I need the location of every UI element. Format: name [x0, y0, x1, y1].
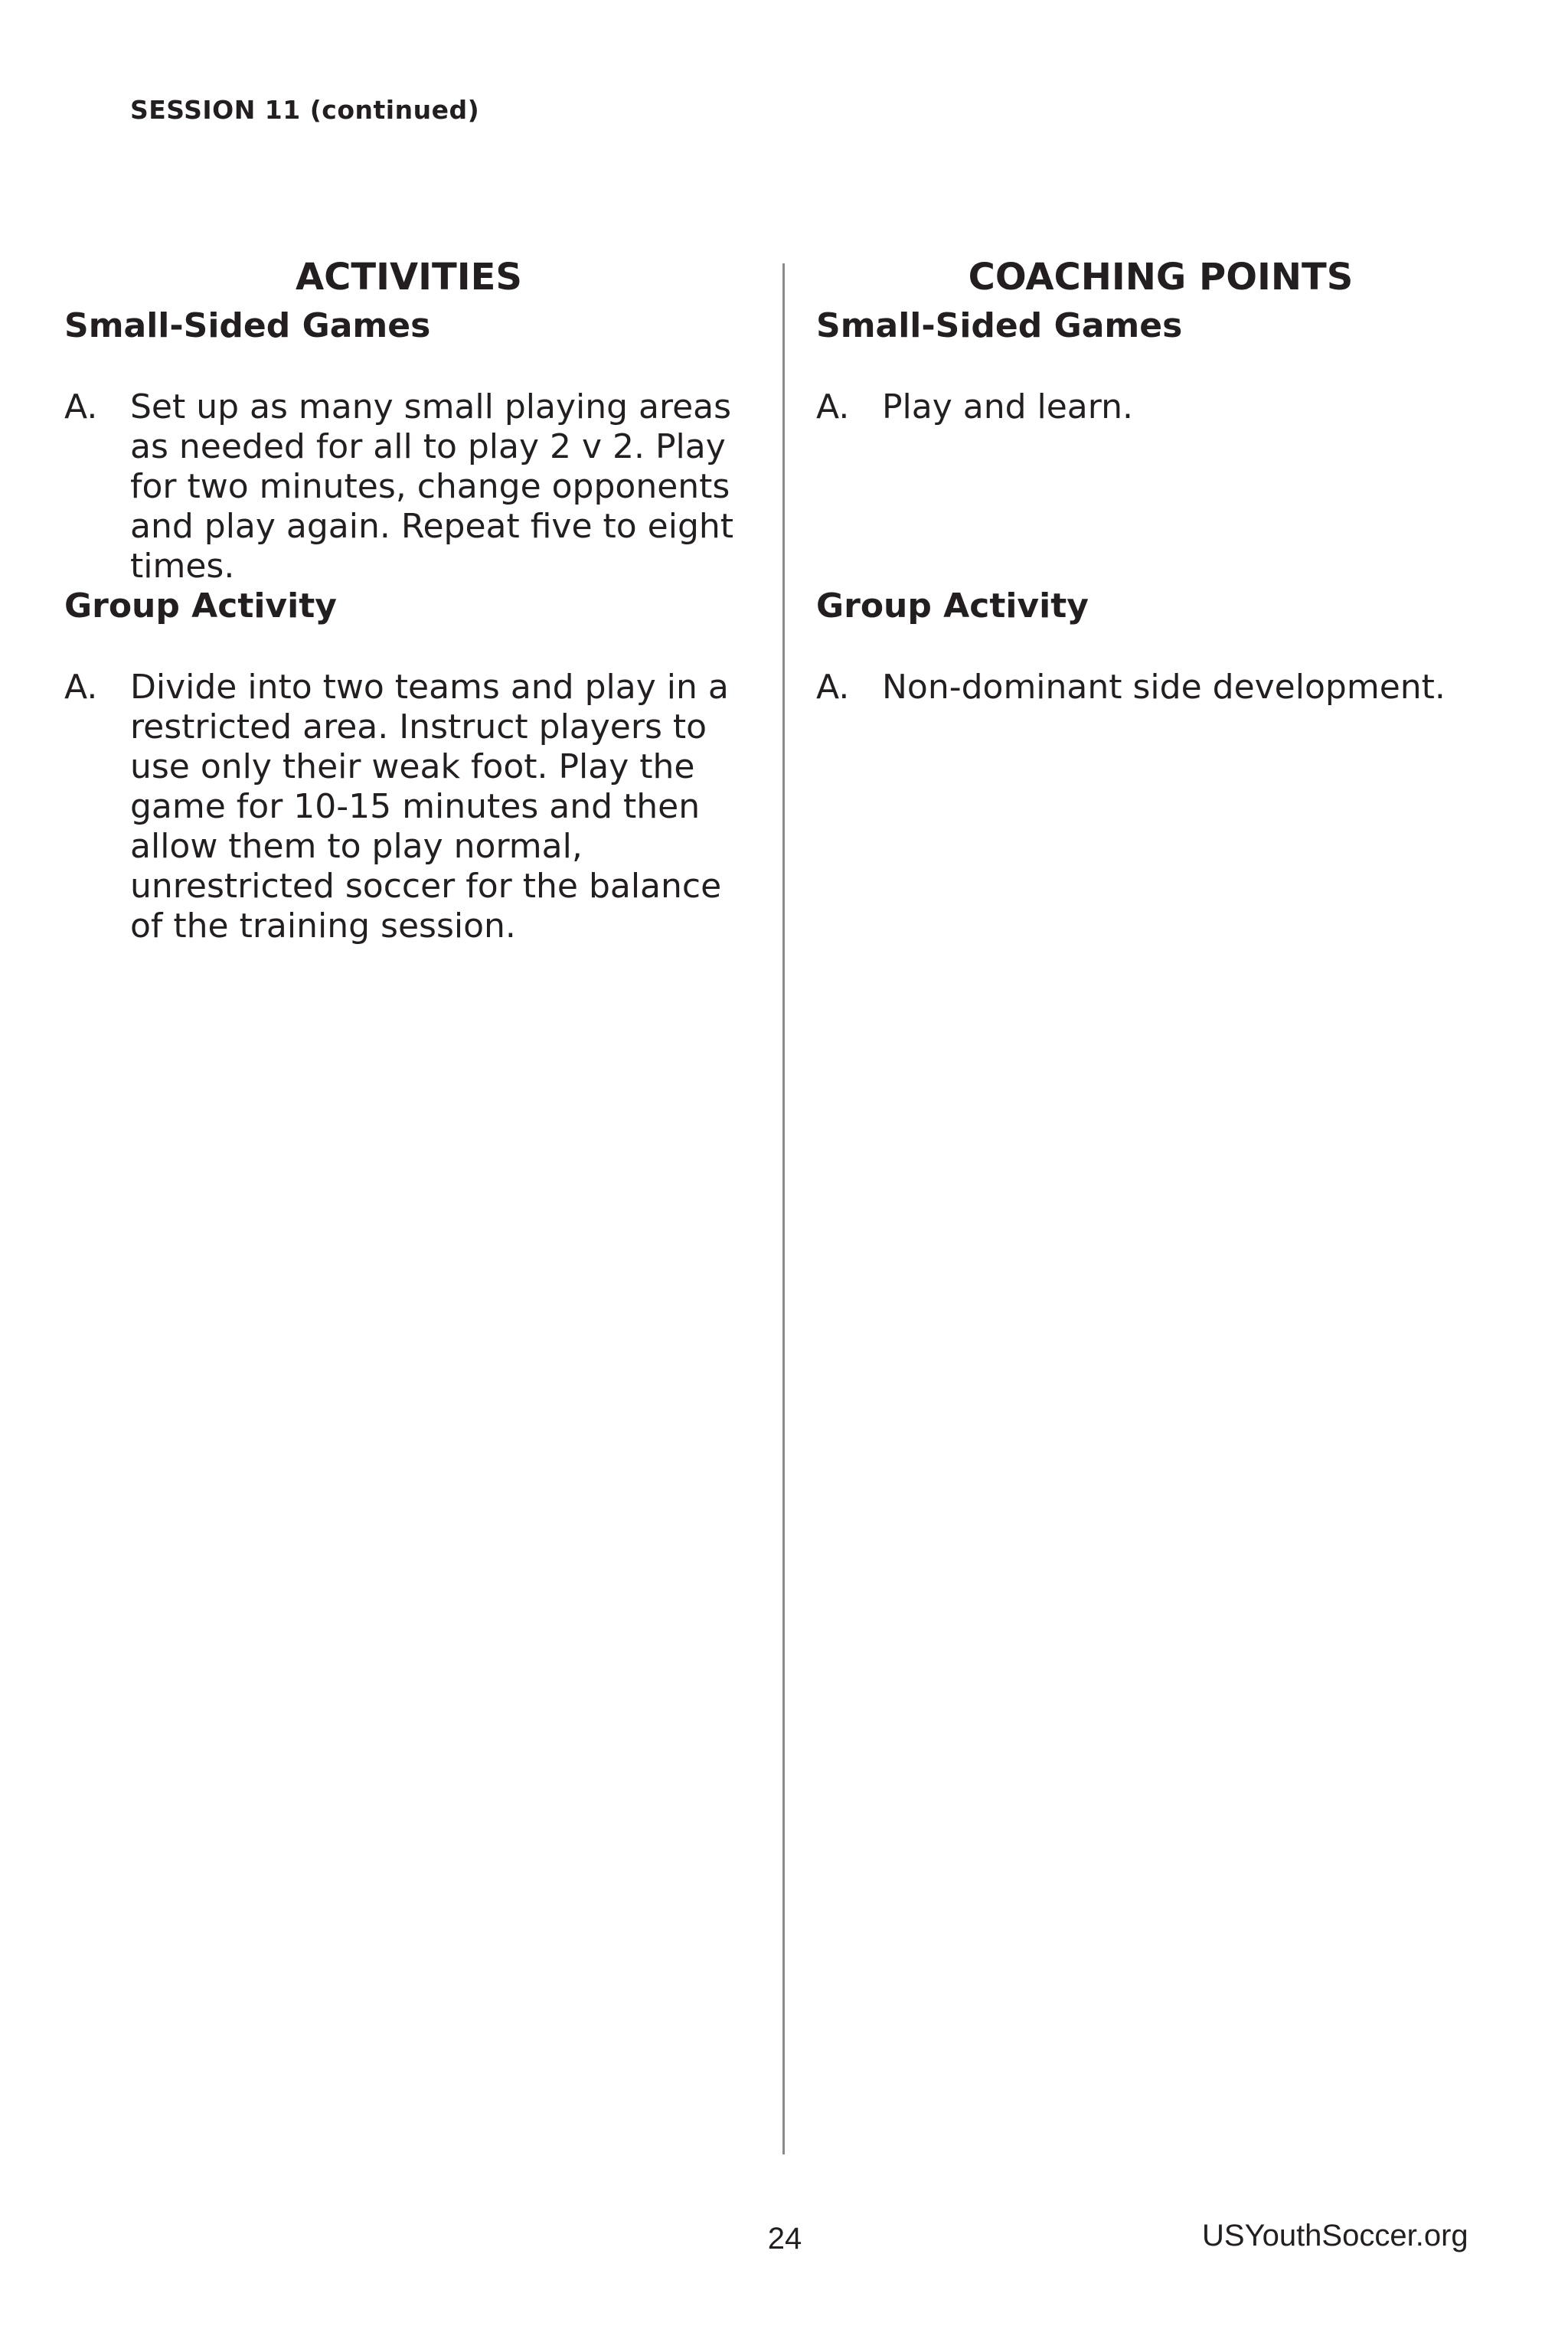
column-divider	[782, 263, 785, 2154]
activities-group-item-a	[64, 668, 753, 946]
activities-heading-small-sided-games: Small-Sided Games	[64, 306, 431, 345]
coaching-heading-group-activity: Group Activity	[816, 586, 1089, 626]
item-text: Set up as many small playing areas as needed for all to play 2 v 2. Play for two minutes, change opponents and play again. Repeat five to eight times.	[130, 387, 734, 586]
activities-column	[64, 253, 753, 946]
session-title: SESSION 11 (continued)	[130, 95, 480, 125]
item-letter: A.	[64, 387, 98, 426]
item-text: Divide into two teams and play in a restricted area. Instruct players to use only their weak foot. Play the game for 10-15 minutes and then allow them to play normal, unrestricted soccer for the balance of the training session.	[130, 668, 729, 946]
activities-small-sided-item-a	[64, 387, 753, 586]
coaching-heading-small-sided-games: Small-Sided Games	[816, 306, 1183, 345]
activities-title: ACTIVITIES	[296, 256, 522, 299]
item-text: Play and learn.	[882, 387, 1133, 426]
coaching-group-item-a	[816, 668, 1521, 707]
coaching-points-column	[816, 253, 1521, 707]
item-letter: A.	[816, 668, 850, 707]
item-letter: A.	[816, 387, 850, 426]
coaching-small-sided-item-a	[816, 387, 1521, 427]
activities-heading-group-activity: Group Activity	[64, 586, 337, 626]
footer-website: USYouthSoccer.org	[1202, 2219, 1468, 2252]
page-number: 24	[767, 2222, 802, 2256]
item-text: Non-dominant side development.	[882, 668, 1446, 707]
coaching-points-title: COACHING POINTS	[968, 256, 1354, 299]
item-letter: A.	[64, 668, 98, 707]
